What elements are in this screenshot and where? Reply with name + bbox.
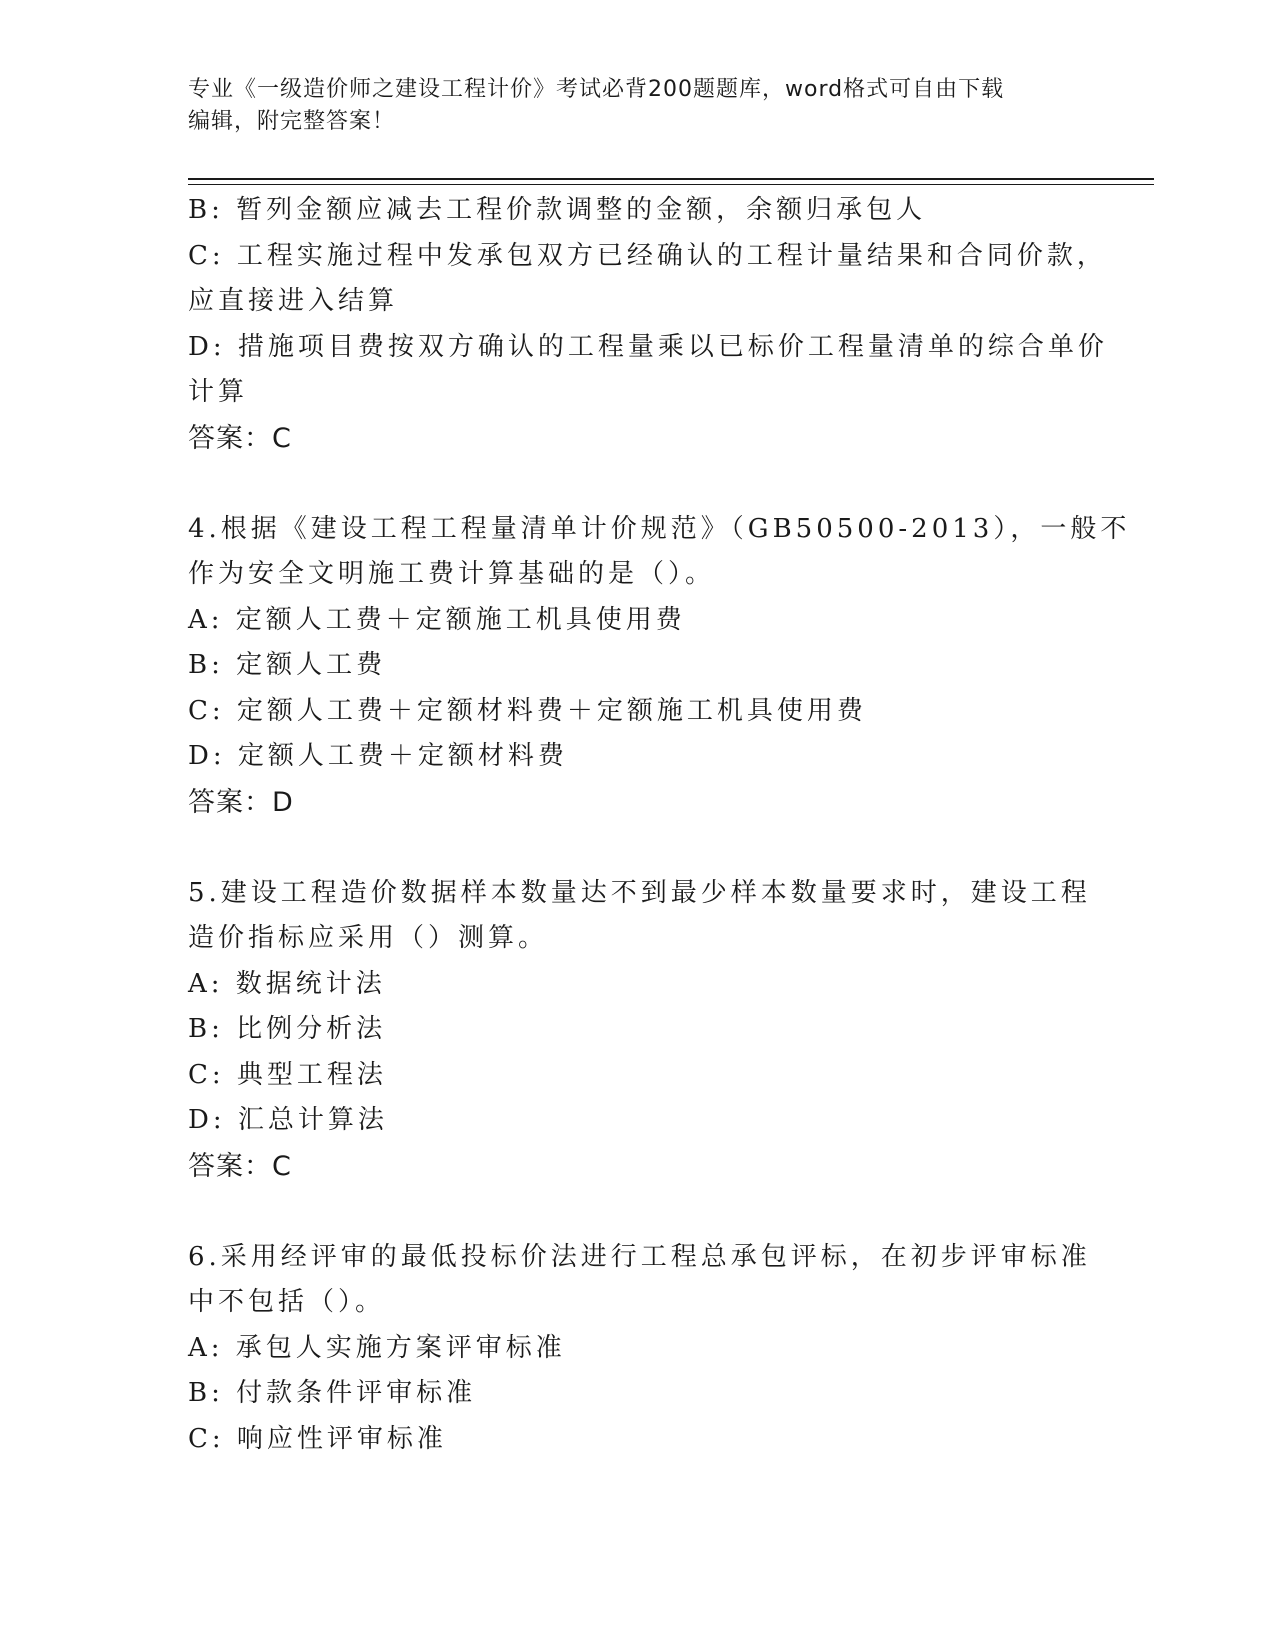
option-d: D: 汇总计算法 bbox=[188, 1105, 388, 1135]
question-stem-line1: 6.采用经评审的最低投标价法进行工程总承包评标，在初步评审标准 bbox=[188, 1241, 1091, 1272]
question-3 bbox=[188, 188, 1108, 461]
option-c-line2: 应直接进入结算 bbox=[188, 286, 399, 316]
header-divider-thick bbox=[188, 178, 1154, 180]
option-b: B: 比例分析法 bbox=[188, 1014, 387, 1044]
answer: 答案：C bbox=[188, 1150, 292, 1182]
option-d-line2: 计算 bbox=[188, 377, 249, 407]
option-c: C: 响应性评审标准 bbox=[188, 1423, 447, 1454]
answer: 答案：D bbox=[188, 786, 294, 818]
header-title-line1: 专业《一级造价师之建设工程计价》考试必背200题题库，word格式可自由下载 bbox=[188, 77, 1005, 102]
question-content bbox=[188, 188, 1131, 1462]
question-stem-line2: 中不包括（）。 bbox=[188, 1287, 386, 1317]
question-5 bbox=[188, 871, 1091, 1190]
spacer bbox=[188, 461, 1068, 507]
header-title-line2: 编辑，附完整答案！ bbox=[188, 109, 396, 134]
option-b: B: 暂列金额应减去工程价款调整的金额，余额归承包人 bbox=[188, 195, 927, 225]
header-divider-thin bbox=[188, 184, 1154, 185]
option-b: B: 定额人工费 bbox=[188, 650, 387, 680]
option-a: A: 定额人工费＋定额施工机具使用费 bbox=[188, 604, 686, 635]
option-b: B: 付款条件评审标准 bbox=[188, 1378, 477, 1408]
question-stem-line1: 4.根据《建设工程工程量清单计价规范》（GB50500-2013），一般不 bbox=[188, 513, 1131, 544]
option-c-line1: C: 工程实施过程中发承包双方已经确认的工程计量结果和合同价款， bbox=[188, 240, 1107, 271]
spacer bbox=[188, 1189, 1068, 1235]
spacer bbox=[188, 825, 1068, 871]
option-d-line1: D: 措施项目费按双方确认的工程量乘以已标价工程量清单的综合单价 bbox=[188, 331, 1108, 362]
option-a: A: 数据统计法 bbox=[188, 968, 386, 999]
option-d: D: 定额人工费＋定额材料费 bbox=[188, 741, 568, 771]
document-header bbox=[188, 74, 1088, 138]
option-c: C: 定额人工费＋定额材料费＋定额施工机具使用费 bbox=[188, 695, 867, 726]
question-stem-line1: 5.建设工程造价数据样本数量达不到最少样本数量要求时，建设工程 bbox=[188, 877, 1091, 908]
question-stem-line2: 造价指标应采用（）测算。 bbox=[188, 923, 549, 953]
question-6 bbox=[188, 1235, 1091, 1463]
question-4 bbox=[188, 507, 1131, 826]
question-stem-line2: 作为安全文明施工费计算基础的是（）。 bbox=[188, 559, 716, 589]
option-c: C: 典型工程法 bbox=[188, 1059, 387, 1090]
answer: 答案：C bbox=[188, 422, 292, 454]
option-a: A: 承包人实施方案评审标准 bbox=[188, 1332, 566, 1363]
